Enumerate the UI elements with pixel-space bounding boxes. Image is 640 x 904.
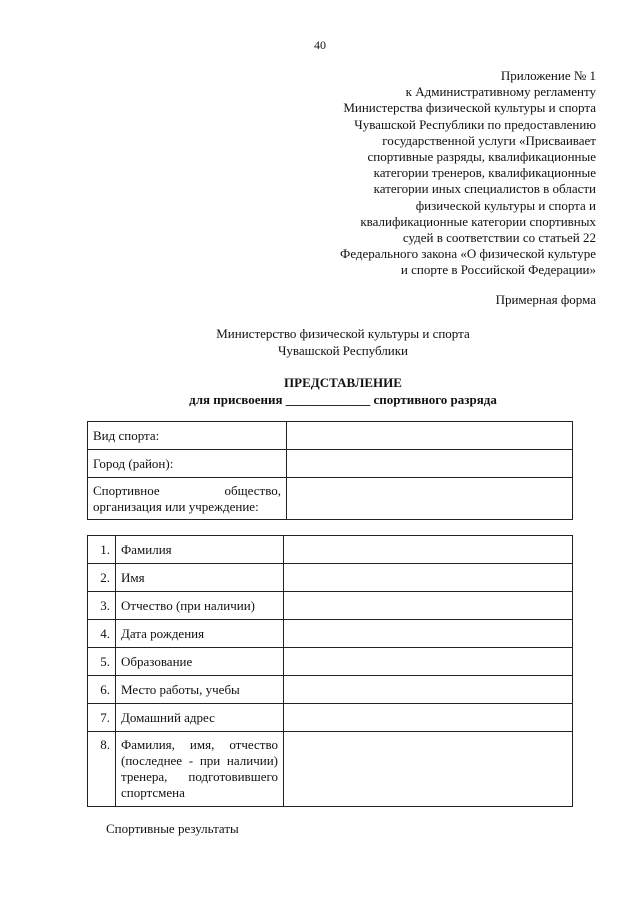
row-number: 2. xyxy=(88,564,116,592)
table-label-cell: Образование xyxy=(116,648,284,676)
table-row xyxy=(88,478,573,520)
document-subtitle: для присвоения _____________ спортивного разряда xyxy=(189,392,497,407)
table-label-cell: Фамилия, имя, отчество (последнее - при наличии) тренера, подготовившего спортсмена xyxy=(116,732,284,807)
row-number: 8. xyxy=(88,732,116,807)
row-number: 6. xyxy=(88,676,116,704)
row-number: 1. xyxy=(88,536,116,564)
appendix-line: государственной услуги «Присваивает xyxy=(382,132,596,148)
row-number: 3. xyxy=(88,592,116,620)
document-title: ПРЕДСТАВЛЕНИЕ xyxy=(284,375,402,390)
document-title-block xyxy=(0,374,640,408)
row-number: 7. xyxy=(88,704,116,732)
table-label-cell: Фамилия xyxy=(116,536,284,564)
table-label-cell: Спортивное общество, организация или учреждение: xyxy=(88,478,287,520)
athlete-info-table xyxy=(87,535,573,807)
row-number: 5. xyxy=(88,648,116,676)
table-row xyxy=(88,620,573,648)
sport-results-label: Спортивные результаты xyxy=(106,821,239,836)
table-row xyxy=(88,450,573,478)
table-value-cell[interactable] xyxy=(284,648,573,676)
table-row xyxy=(88,732,573,807)
appendix-line: квалификационные категории спортивных xyxy=(360,213,596,229)
appendix-line: и спорте в Российской Федерации» xyxy=(400,262,596,278)
ministry-name xyxy=(0,325,640,359)
appendix-line: Министерства физической культуры и спорта xyxy=(343,100,596,116)
table-row xyxy=(88,422,573,450)
table-label-cell: Отчество (при наличии) xyxy=(116,592,284,620)
table-value-cell[interactable] xyxy=(284,564,573,592)
appendix-line: категории иных специалистов в области xyxy=(373,181,596,197)
page-number: 40 xyxy=(314,38,326,52)
form-type-label: Примерная форма xyxy=(495,292,596,307)
table-value-cell[interactable] xyxy=(287,478,573,520)
table-value-cell[interactable] xyxy=(287,450,573,478)
sport-info-table xyxy=(87,421,573,520)
table-value-cell[interactable] xyxy=(284,536,573,564)
table-row xyxy=(88,648,573,676)
appendix-header xyxy=(296,68,596,279)
table-value-cell[interactable] xyxy=(284,704,573,732)
table-row xyxy=(88,564,573,592)
appendix-line: Чувашской Республики по предоставлению xyxy=(354,116,596,132)
table-value-cell[interactable] xyxy=(284,676,573,704)
appendix-line: Приложение № 1 xyxy=(500,68,596,83)
appendix-line: физической культуры и спорта и xyxy=(415,197,596,213)
row-number: 4. xyxy=(88,620,116,648)
appendix-line: Федерального закона «О физической культуре xyxy=(340,246,596,262)
table-row xyxy=(88,536,573,564)
table-value-cell[interactable] xyxy=(284,620,573,648)
appendix-line: категории тренеров, квалификационные xyxy=(373,165,596,181)
table-label-cell: Дата рождения xyxy=(116,620,284,648)
ministry-line: Министерство физической культуры и спорта xyxy=(216,326,470,341)
table-value-cell[interactable] xyxy=(287,422,573,450)
table-row xyxy=(88,592,573,620)
appendix-line: к Административному регламенту xyxy=(405,84,596,100)
table-row xyxy=(88,704,573,732)
table-row xyxy=(88,676,573,704)
ministry-line: Чувашской Республики xyxy=(277,343,409,358)
table-value-cell[interactable] xyxy=(284,592,573,620)
table-label-cell: Место работы, учебы xyxy=(116,676,284,704)
table-label-cell: Город (район): xyxy=(88,450,287,478)
appendix-line: спортивные разряды, квалификационные xyxy=(367,149,596,165)
table-value-cell[interactable] xyxy=(284,732,573,807)
table-label-cell: Вид спорта: xyxy=(88,422,287,450)
appendix-line: судей в соответствии со статьей 22 xyxy=(402,230,596,246)
table-label-cell: Имя xyxy=(116,564,284,592)
table-label-cell: Домашний адрес xyxy=(116,704,284,732)
